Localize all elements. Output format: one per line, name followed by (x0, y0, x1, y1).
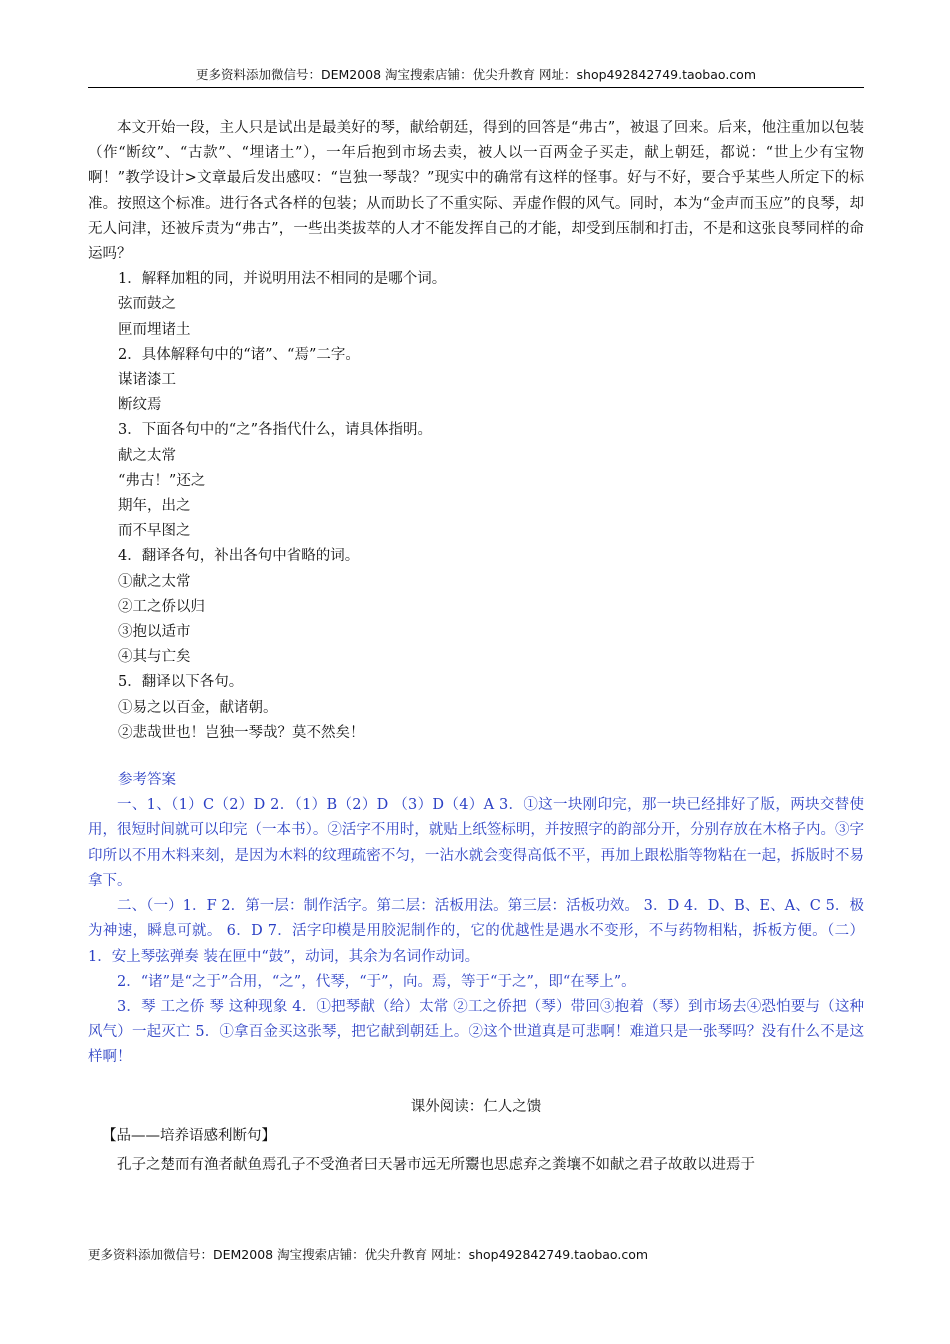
question-line: ③抱以适市 (118, 624, 191, 641)
question-line: 匣而埋诸土 (118, 321, 191, 338)
question-line: “弗古！”还之 (118, 472, 206, 489)
page-header (88, 66, 864, 88)
extra-reading-passage: 孔子之楚而有渔者献鱼焉孔子不受渔者曰天暑市远无所鬻也思虑弃之粪壤不如献之君子故敢以进焉于 (117, 1156, 755, 1173)
question-line: 3．下面各句中的“之”各指代什么，请具体指明。 (118, 422, 433, 439)
extra-reading-title: 课外阅读：仁人之馈 (410, 1098, 542, 1115)
answer-paragraph: 二、（一）1．F 2．第一层：制作活字。第二层：活板用法。第三层：活板功效。 3．D 4．D、B、E、A、C 5．极为神速，瞬息可就。 6．D 7．活字印模是用胶泥制作的，它的优越性是遇水不变形，不与药物相粘，拆板方便。（二）1．安上琴弦弹奏 装在匣中“鼓”，动词，其余为名词作动词。 (88, 898, 864, 965)
question-line: ②悲哉世也！岂独一琴哉？莫不然矣！ (118, 724, 365, 741)
extra-reading-heading: 【品——培养语感利断句】 (102, 1127, 276, 1144)
answer-paragraph: 2．“诸”是“之于”合用，“之”，代琴，“于”，向。焉，等于“于之”，即“在琴上”。 (117, 973, 636, 990)
answer-paragraph-final: 3．琴 工之侨 琴 这种现象 4．①把琴献（给）太常 ②工之侨把（琴）带回③抱着（琴）到市场去④恐怕要与（这种风气）一起灭亡 5．①拿百金买这张琴，把它献到朝廷上。②这个世道真是可悲啊！难道只是一张琴吗？没有什么不是这样啊！ (88, 998, 864, 1066)
question-line: 而不早图之 (118, 523, 191, 540)
header-text: 更多资料添加微信号：DEM2008 淘宝搜索店铺：优尖升教育 网址：shop492842749.taobao.com (195, 67, 757, 82)
answer-section (88, 768, 864, 1070)
question-line: 1．解释加粗的同，并说明用法不相同的是哪个词。 (118, 271, 447, 288)
document-body (88, 116, 864, 1178)
footer-text: 更多资料添加微信号：DEM2008 淘宝搜索店铺：优尖升教育 网址：shop492842749.taobao.com (88, 1247, 649, 1262)
question-line: ①献之太常 (118, 573, 191, 590)
question-line: 弦而鼓之 (118, 296, 176, 313)
question-line: 2．具体解释句中的“诸”、“焉”二字。 (118, 346, 360, 363)
question-line: 4．翻译各句，补出各句中省略的词。 (118, 548, 360, 565)
question-line: 献之太常 (118, 447, 176, 464)
intro-paragraph: 本文开始一段，主人只是试出是最美好的琴，献给朝廷，得到的回答是“弗古”，被退了回来。后来，他注重加以包装（作“断纹”、“古款”、“埋诸土”），一年后抱到市场去卖，被人以一百两金子买走，献上朝廷，都说：“世上少有宝物啊！”教学设计>文章最后发出感叹：“岂独一琴哉？”现实中的确常有这样的怪事。好与不好，要合乎某些人所定下的标准。按照这个标准。进行各式各样的包装；从而助长了不重实际、弄虚作假的风气。同时，本为“金声而玉应”的良琴，却无人问津，还被斥责为“弗古”，一些出类拔萃的人才不能发挥自己的才能，却受到压制和打击，不是和这张良琴同样的命运吗？ (88, 120, 864, 263)
question-line: 5．翻译以下各句。 (118, 674, 244, 691)
question-list (88, 267, 864, 746)
question-line: 期年，出之 (118, 498, 191, 515)
question-line: 断纹焉 (118, 397, 162, 414)
question-line: 谋诸漆工 (118, 372, 176, 389)
question-line: ①易之以百金，献诸朝。 (118, 699, 278, 716)
question-line: ②工之侨以归 (118, 598, 205, 615)
answer-title: 参考答案 (118, 772, 176, 789)
page-footer (88, 1246, 648, 1264)
question-line: ④其与亡矣 (118, 649, 191, 666)
answer-paragraph: 一、1、（1）C（2）D 2．（1）B（2）D （3）D（4）A 3．①这一块刚印完，那一块已经排好了版，两块交替使用，很短时间就可以印完（一本书）。②活字不用时，就贴上纸签标明，并按照字的韵部分开，分别存放在木格子内。③字印所以不用木料来刻，是因为木料的纹理疏密不匀，一沾水就会变得高低不平，再加上跟松脂等物粘在一起，拆版时不易拿下。 (88, 797, 864, 889)
